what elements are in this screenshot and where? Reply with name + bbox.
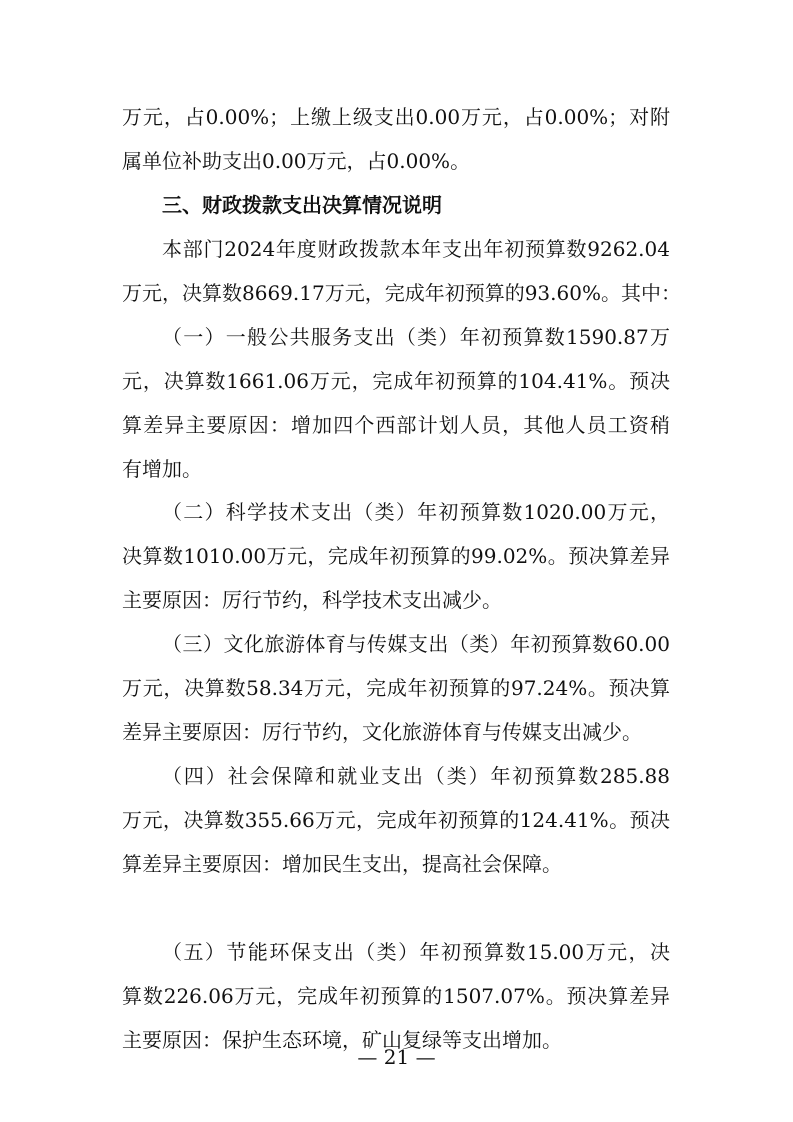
text-line: （一）一般公共服务支出（类）年初预算数1590.87万: [162, 325, 670, 349]
text-line: 决算数1010.00万元，完成年初预算的99.02%。预决算差异: [122, 544, 670, 568]
text-line: 主要原因：保护生态环境，矿山复绿等支出增加。: [122, 1028, 562, 1052]
section-heading: 三、财政拨款支出决算情况说明: [162, 193, 442, 217]
text-line: 算差异主要原因：增加民生支出，提高社会保障。: [122, 852, 562, 876]
text-line: 算数226.06万元，完成年初预算的1507.07%。预决算差异: [122, 984, 670, 1008]
text-line: 属单位补助支出0.00万元，占0.00%。: [122, 149, 471, 173]
text-line: 主要原因：厉行节约，科学技术支出减少。: [122, 588, 502, 612]
text-line: 万元，决算数8669.17万元，完成年初预算的93.60%。其中：: [122, 281, 681, 305]
text-line: 万元，决算数355.66万元，完成年初预算的124.41%。预决: [122, 808, 670, 832]
text-line: 万元，决算数58.34万元，完成年初预算的97.24%。预决算: [122, 676, 670, 700]
text-line: （二）科学技术支出（类）年初预算数1020.00万元，: [162, 500, 670, 524]
text-line: （四）社会保障和就业支出（类）年初预算数285.88: [162, 764, 670, 788]
page-number: — 21 —: [357, 1045, 436, 1069]
text-line: 元，决算数1661.06万元，完成年初预算的104.41%。预决: [122, 369, 670, 393]
text-line: 本部门2024年度财政拨款本年支出年初预算数9262.04: [162, 237, 670, 261]
text-line: （三）文化旅游体育与传媒支出（类）年初预算数60.00: [162, 632, 670, 656]
text-line: 万元，占0.00%；上缴上级支出0.00万元，占0.00%；对附: [122, 105, 670, 129]
text-line: 有增加。: [122, 457, 202, 481]
text-line: （五）节能环保支出（类）年初预算数15.00万元，决: [162, 940, 670, 964]
text-line: 差异主要原因：厉行节约，文化旅游体育与传媒支出减少。: [122, 720, 642, 744]
text-line: 算差异主要原因：增加四个西部计划人员，其他人员工资稍: [122, 413, 670, 437]
